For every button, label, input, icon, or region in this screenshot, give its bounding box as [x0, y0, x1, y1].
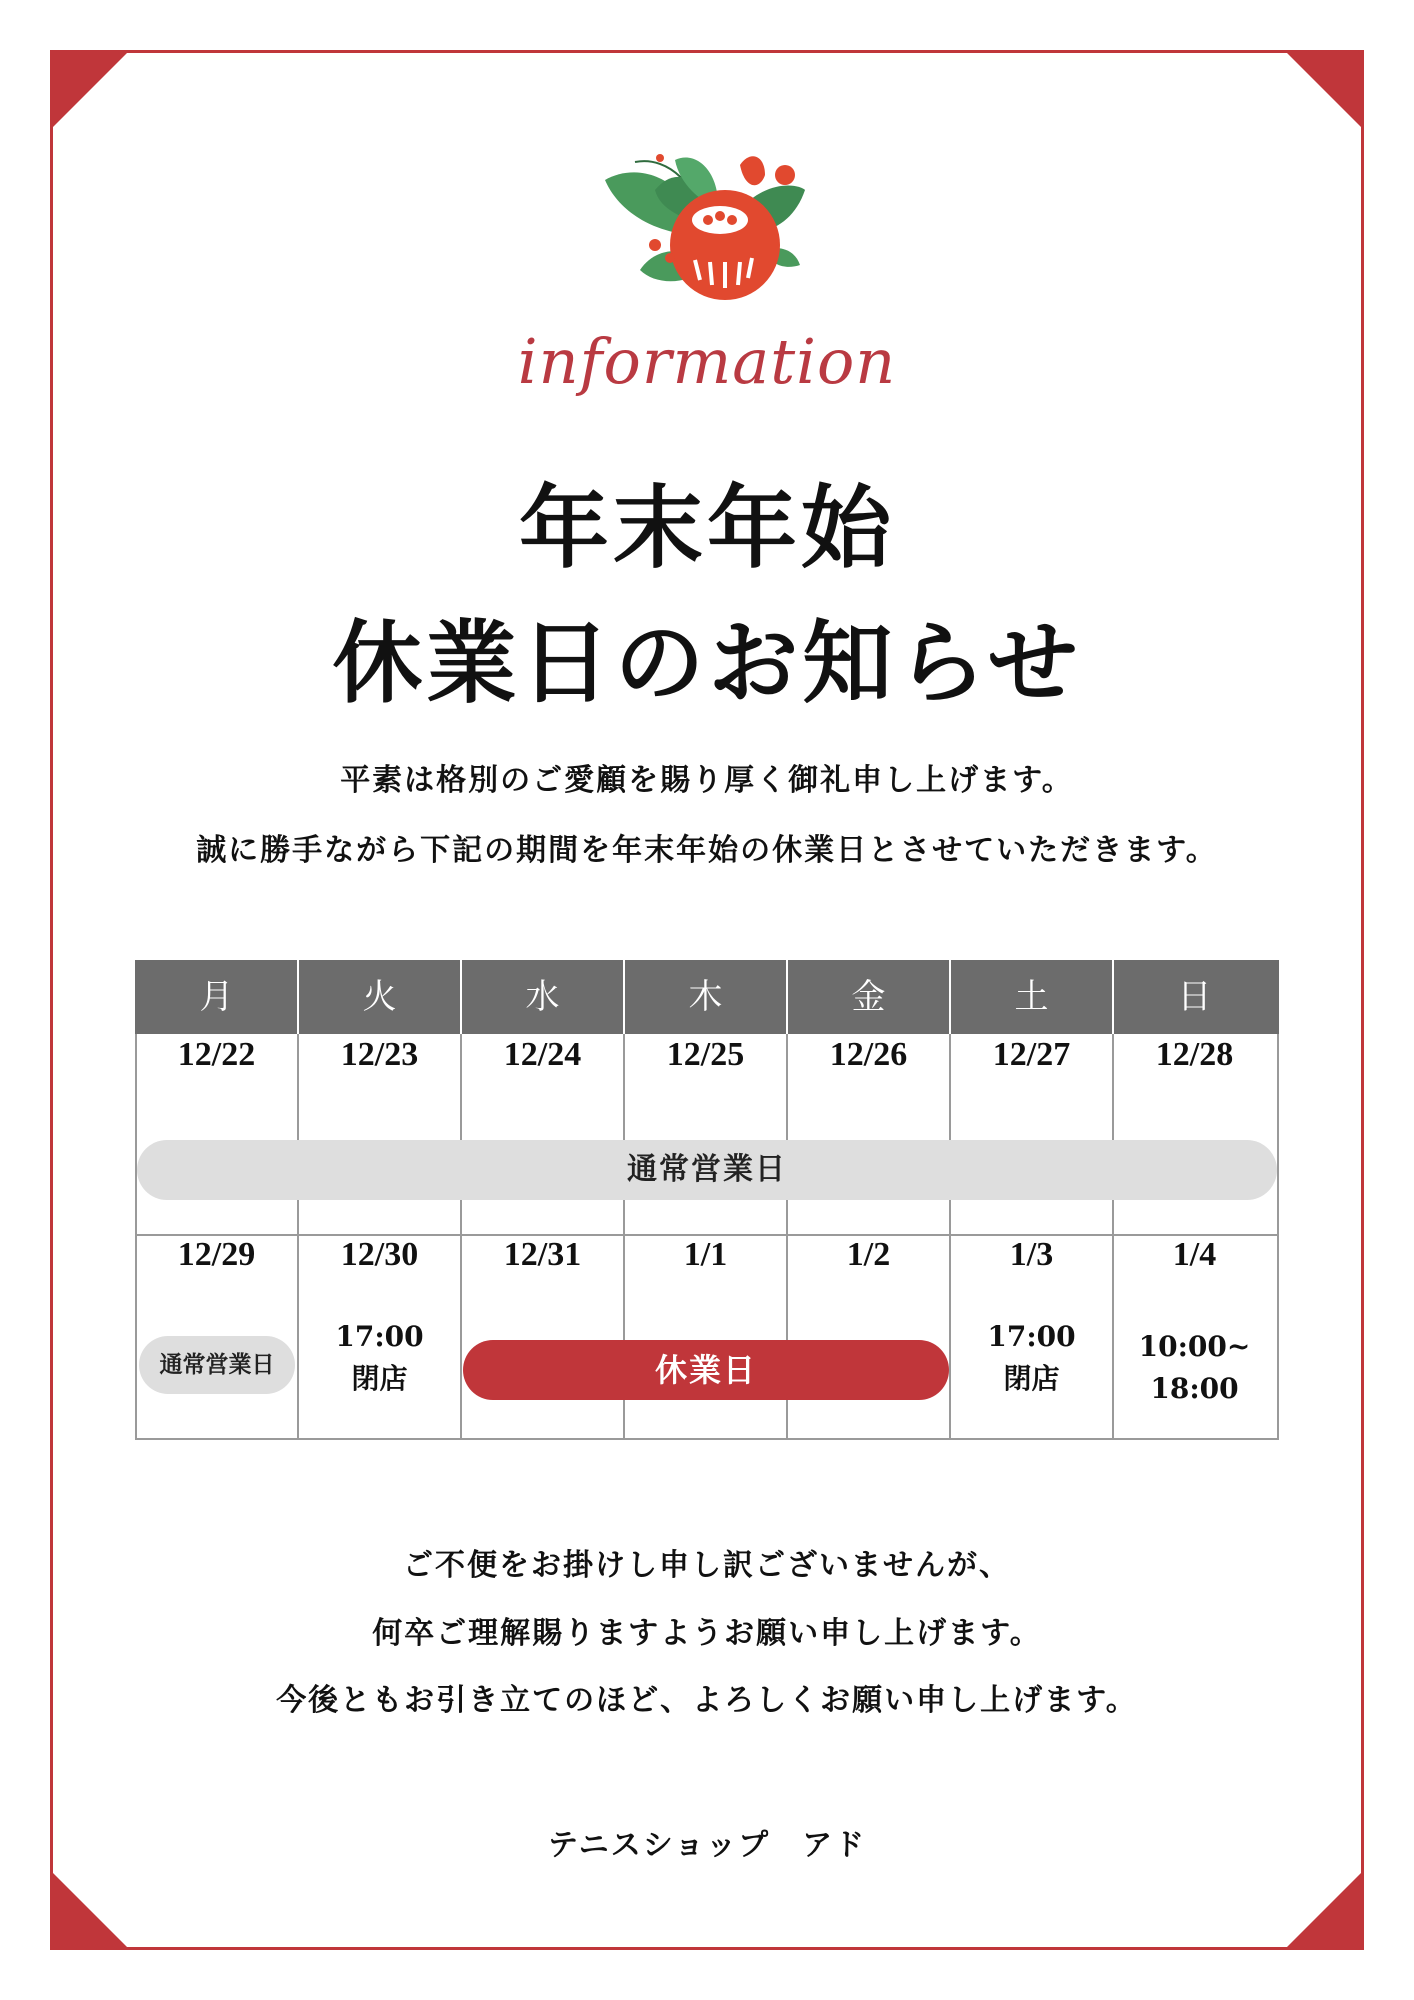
weekday-fri: 金: [851, 977, 886, 1017]
holiday-calendar: [135, 960, 1279, 1440]
date-cell: 12/23: [340, 1036, 419, 1073]
normal-business-banner: 通常営業日: [137, 1140, 1277, 1200]
closing-time: 17:00: [335, 1320, 424, 1353]
closing-time: 18:00: [1150, 1372, 1239, 1405]
corner-ornament-bottom-left: [50, 1870, 130, 1950]
closing-label: 閉店: [1003, 1362, 1060, 1395]
closing-time: 17:00: [987, 1320, 1076, 1353]
date-cell: 12/28: [1155, 1036, 1234, 1073]
closed-days-banner: 休業日: [463, 1340, 949, 1400]
grid-divider: [297, 960, 299, 1034]
weekday-mon: 月: [199, 977, 234, 1017]
shop-name: テニスショップ アド: [547, 1828, 867, 1863]
opening-time: 10:00~: [1138, 1330, 1251, 1363]
date-cell: 12/27: [992, 1036, 1071, 1073]
date-cell: 12/30: [340, 1236, 419, 1273]
date-cell: 12/25: [666, 1036, 745, 1073]
page-title-line-2: 休業日のお知らせ: [332, 610, 1082, 716]
grid-divider: [623, 960, 625, 1034]
date-cell: 12/24: [503, 1036, 582, 1073]
closing-text-line-1: ご不便をお掛けし申し訳ございませんが、: [403, 1548, 1011, 1583]
closing-text-line-3: 今後ともお引き立てのほど、よろしくお願い申し上げます。: [276, 1683, 1138, 1718]
intro-text-line-2: 誠に勝手ながら下記の期間を年末年始の休業日とさせていただきます。: [196, 833, 1218, 868]
closing-text-line-2: 何卒ご理解賜りますようお願い申し上げます。: [372, 1616, 1042, 1651]
date-cell: 12/22: [177, 1036, 256, 1073]
intro-text-line-1: 平素は格別のご愛顧を賜り厚く御礼申し上げます。: [340, 763, 1074, 798]
date-cell: 1/1: [683, 1236, 728, 1273]
camellia-flower-icon: [600, 150, 820, 310]
closing-label: 閉店: [351, 1362, 408, 1395]
grid-divider: [949, 960, 951, 1034]
weekday-tue: 火: [362, 977, 397, 1017]
grid-divider: [1277, 1034, 1279, 1440]
weekday-sat: 土: [1014, 977, 1049, 1017]
grid-divider: [1112, 960, 1114, 1034]
corner-ornament-top-left: [50, 50, 130, 130]
calendar-bottom-border: [135, 1438, 1279, 1440]
date-cell: 12/31: [503, 1236, 582, 1273]
date-cell: 12/29: [177, 1236, 256, 1273]
weekday-sun: 日: [1177, 977, 1212, 1017]
date-cell: 1/3: [1009, 1236, 1054, 1273]
weekday-wed: 水: [525, 977, 560, 1017]
corner-ornament-top-right: [1284, 50, 1364, 130]
date-cell: 1/2: [846, 1236, 891, 1273]
corner-ornament-bottom-right: [1284, 1870, 1364, 1950]
page-title-line-1: 年末年始: [519, 475, 895, 581]
weekday-thu: 木: [688, 977, 723, 1017]
grid-divider: [786, 960, 788, 1034]
normal-business-badge: 通常営業日: [139, 1336, 295, 1394]
date-cell: 1/4: [1172, 1236, 1217, 1273]
date-cell: 12/26: [829, 1036, 908, 1073]
heading-information: information: [517, 325, 897, 398]
grid-divider: [460, 960, 462, 1034]
